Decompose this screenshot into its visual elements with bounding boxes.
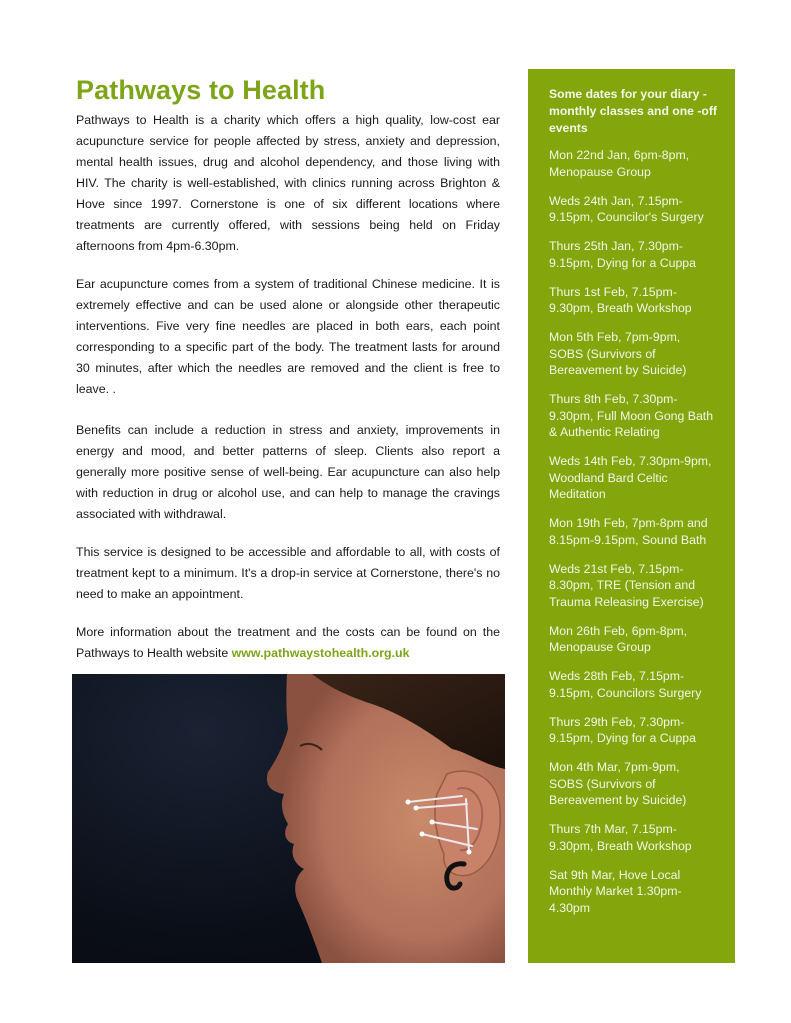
event-item: Weds 28th Feb, 7.15pm-9.15pm, Councilors Surgery [549,669,702,700]
intro-paragraph: Pathways to Health is a charity which offers a high quality, low-cost ear acupuncture service for people affected by stress, anxiety and depression, mental health issues, drug and alcohol dependency, and those living with HIV. The charity is well-established, with clinics running across Brighton & Hove since 1997. Cornerstone is one of six different locations where treatments are currently offered, with sessions being held on Friday afternoons from 4pm-6.30pm. [76,113,500,253]
event-item: Thurs 7th Mar, 7.15pm-9.30pm, Breath Workshop [549,822,692,853]
event-item: Weds 24th Jan, 7.15pm-9.15pm, Councilor's Surgery [549,193,704,224]
acupuncture-paragraph: Ear acupuncture comes from a system of traditional Chinese medicine. It is extremely effective and can be used alone or alongside other therapeutic interventions. Five very fine needles are placed in both ears, each point corresponding to a specific part of the body. The treatment lasts for around 30 minutes, after which the needles are removed and the client is free to leave. . [76,277,500,396]
more-info-paragraph [76,622,500,664]
event-item: Thurs 25th Jan, 7.30pm-9.15pm, Dying for a Cuppa [549,239,696,270]
event-item: Mon 5th Feb, 7pm-9pm, SOBS (Survivors of Bereavement by Suicide) [549,330,687,377]
event-item: Thurs 29th Feb, 7.30pm-9.15pm, Dying for a Cuppa [549,714,696,745]
more-info-text: More information about the treatment and the costs can be found on the Pathways to Health website [76,625,500,660]
event-item: Thurs 8th Feb, 7.30pm-9.30pm, Full Moon Gong Bath & Authentic Relating [549,392,714,439]
event-item: Thurs 1st Feb, 7.15pm-9.30pm, Breath Workshop [549,284,692,315]
sidebar-heading: Some dates for your diary - monthly classes and one -off events [549,87,717,135]
accessibility-paragraph: This service is designed to be accessible and affordable to all, with costs of treatment kept to a minimum. It's a drop-in service at Cornerstone, there's no need to make an appointment. [76,545,500,601]
photo-illustration [72,674,505,963]
event-item: Mon 26th Feb, 6pm-8pm, Menopause Group [549,623,688,654]
event-item: Mon 22nd Jan, 6pm-8pm, Menopause Group [549,148,690,179]
events-sidebar [528,69,735,963]
website-link[interactable]: www.pathwaystohealth.org.uk [231,646,410,660]
event-item: Sat 9th Mar, Hove Local Monthly Market 1.30pm-4.30pm [549,867,682,915]
benefits-paragraph: Benefits can include a reduction in stress and anxiety, improvements in energy and mood, and better patterns of sleep. Clients also report a generally more positive sense of well-being. Ear acupuncture can also help with reduction in drug or alcohol use, and can help to manage the cravings associated with withdrawal. [76,423,500,521]
event-item: Mon 4th Mar, 7pm-9pm, SOBS (Survivors of Bereavement by Suicide) [549,760,687,807]
ear-acupuncture-photo [72,674,505,963]
page-title: Pathways to Health [76,75,326,105]
event-item: Weds 21st Feb, 7.15pm-8.30pm, TRE (Tension and Trauma Releasing Exercise) [549,561,704,609]
event-item: Weds 14th Feb, 7.30pm-9pm, Woodland Bard Celtic Meditation [549,454,712,501]
event-item: Mon 19th Feb, 7pm-8pm and 8.15pm-9.15pm, Sound Bath [549,516,708,547]
article [76,74,500,681]
